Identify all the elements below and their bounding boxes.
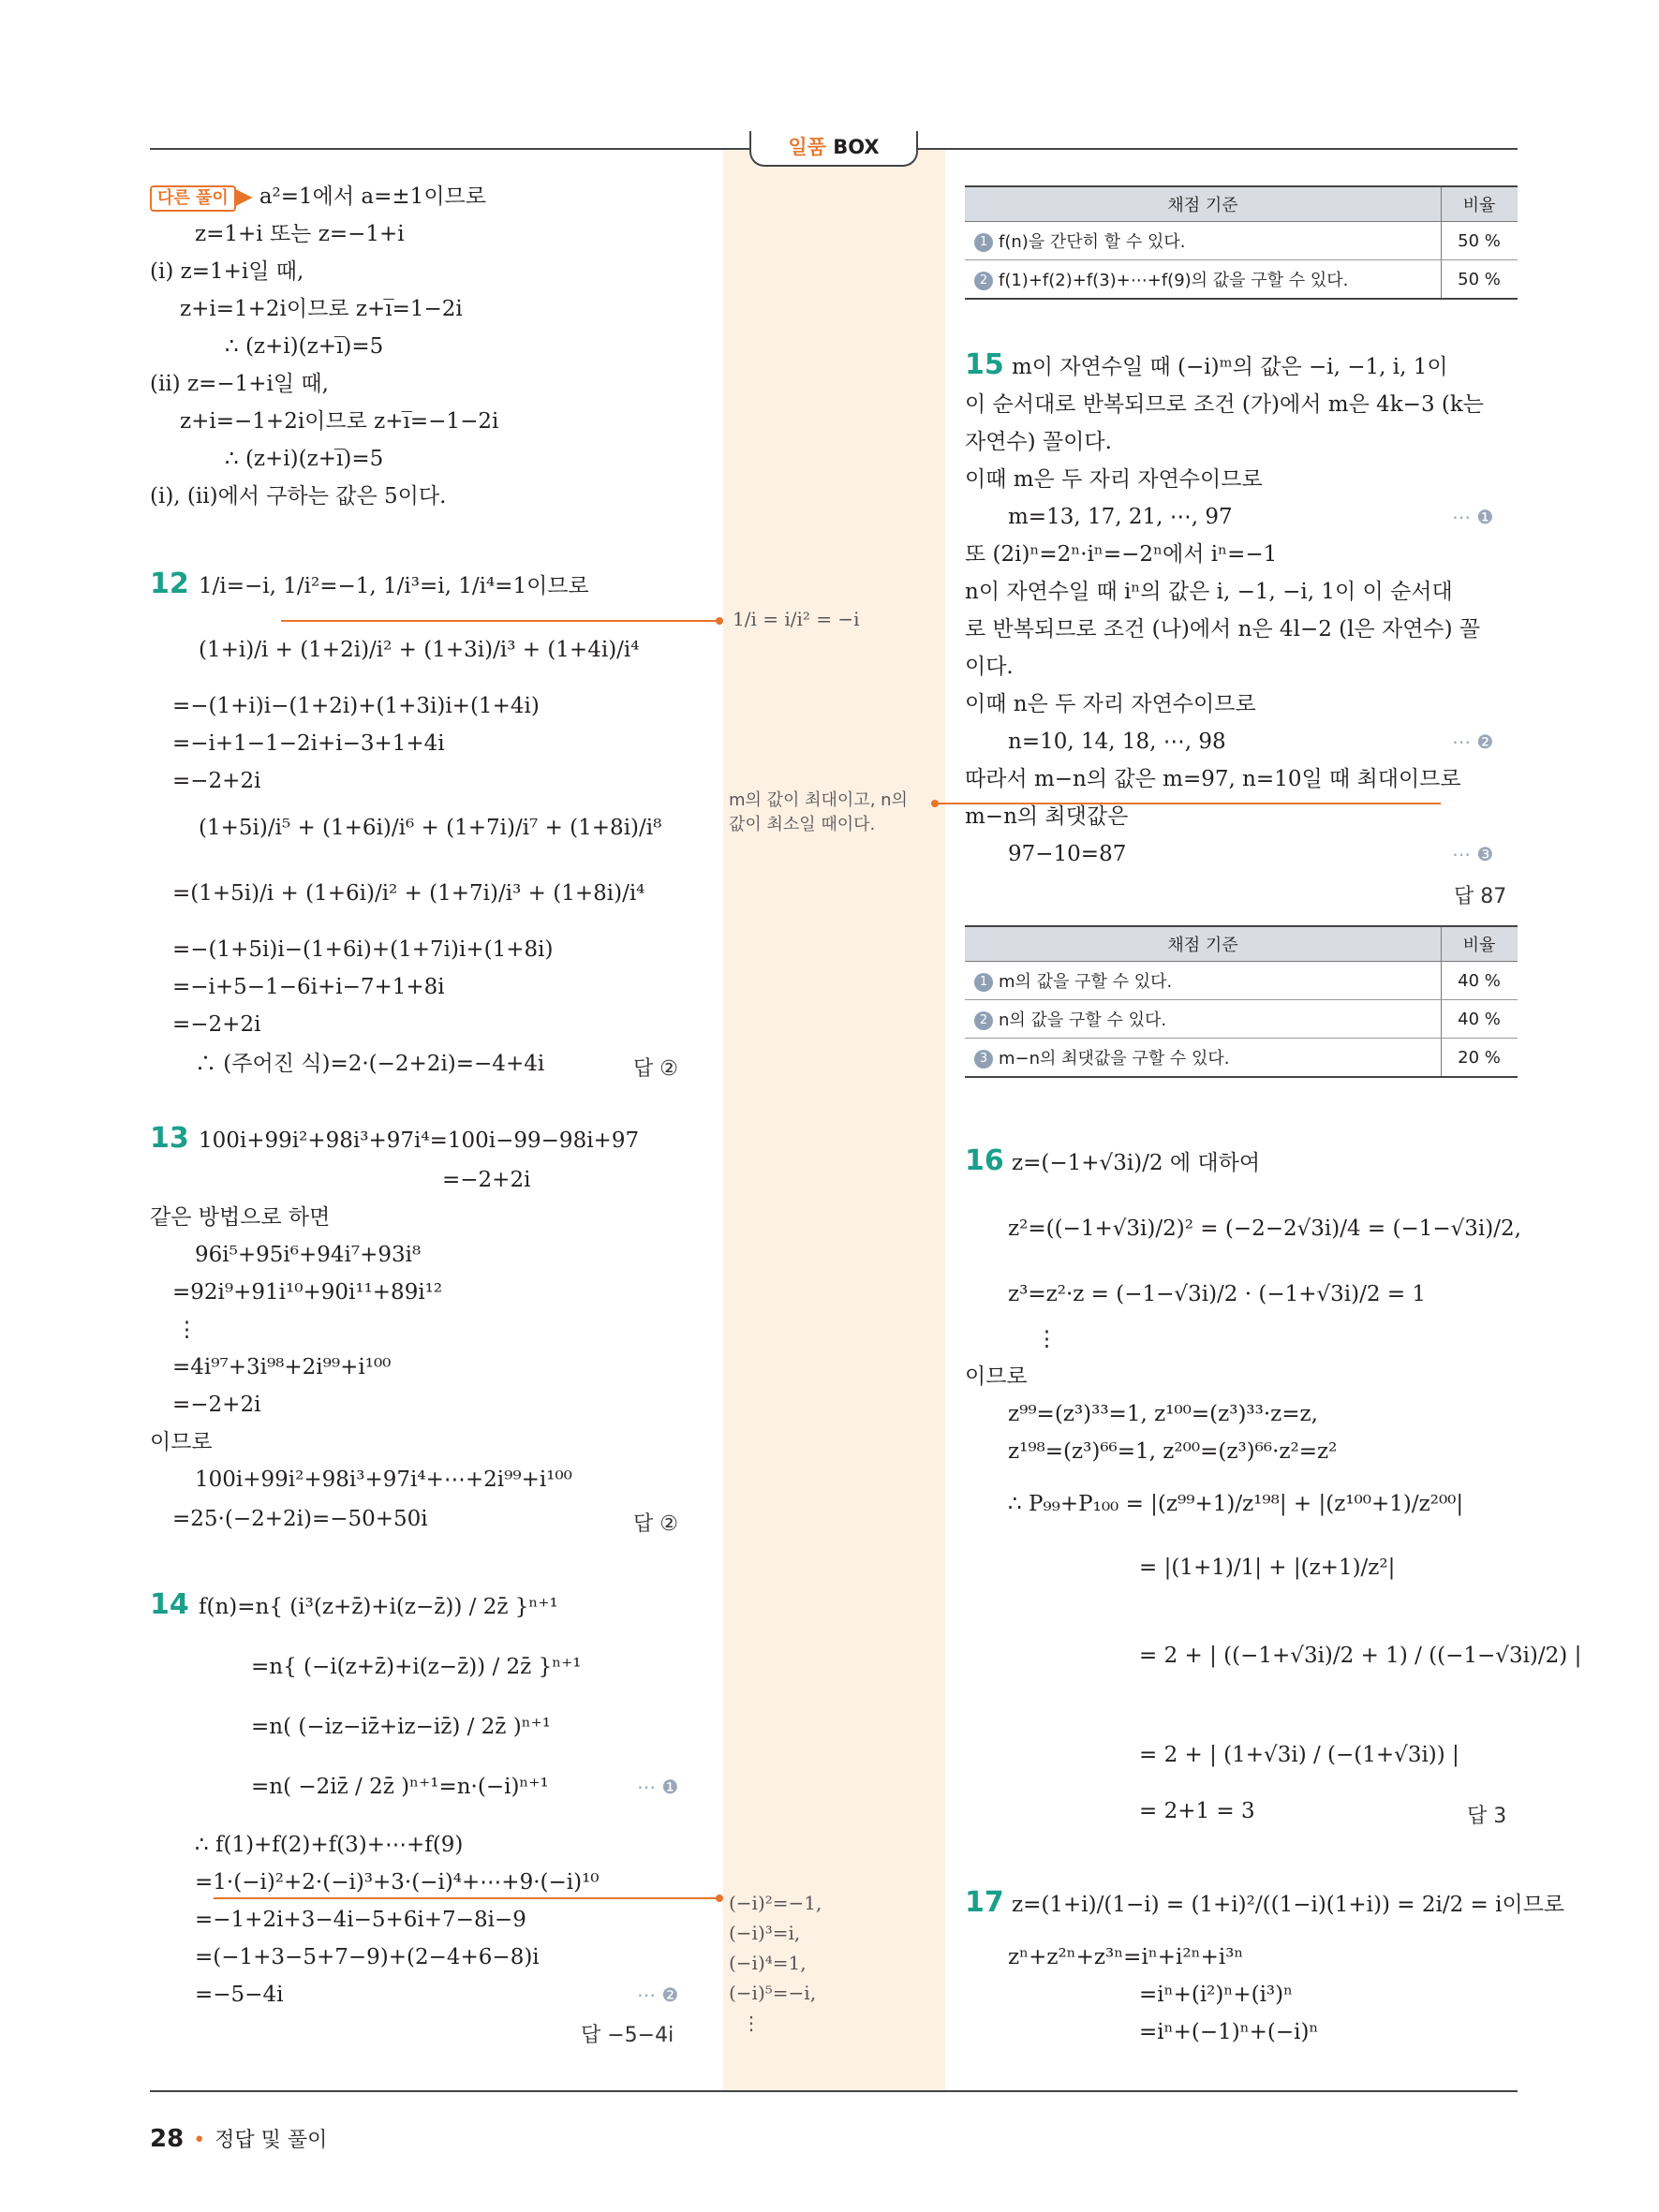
solution-line: m−n의 최댓값은 [965,804,1129,829]
grading-table-15: 채점 기준 비율 1 m의 값을 구할 수 있다. 40 % 2 n의 값을 구할 수 있다. 40 % 3 m−n의 최댓값을 구할 수 있다. 20 % [965,925,1518,1078]
page-number: 28 [150,2125,185,2153]
footer-rule [150,2090,1518,2092]
solution-line: 100i+99i²+98i³+97i⁴=100i−99−98i+97 [199,1128,640,1153]
solution-line: = 2 + | (1+√3i) / (−(1+√3i)) | [1139,1743,1459,1767]
solution-line: =−2+2i [442,1168,531,1192]
solution-line: 96i⁵+95i⁶+94i⁷+93i⁸ [195,1243,422,1267]
solution-line: =4i⁹⁷+3i⁹⁸+2i⁹⁹+i¹⁰⁰ [172,1355,392,1379]
solution-line: 로 반복되므로 조건 (나)에서 n은 4l−2 (l은 자연수) 꼴 [965,617,1481,641]
solution-line: zⁿ+z²ⁿ+z³ⁿ=iⁿ+i²ⁿ+i³ⁿ [1008,1945,1244,1969]
solution-line: =25·(−2+2i)=−50+50i [172,1507,428,1531]
solution-line: =(−1+3−5+7−9)+(2−4+6−8)i [195,1945,540,1969]
step-marker-3: ⋯ ❸ [1452,843,1494,865]
problem-number-17: 17 [965,1886,1004,1919]
alt-solution-line: ∴ (z+i)(z+i̅)=5 [225,334,384,359]
alt-solution-line: (ii) z=−1+i일 때, [150,372,329,396]
solution-line: z=(−1+√3i)/2 에 대하여 [1012,1151,1261,1175]
solution-line: 100i+99i²+98i³+97i⁴+⋯+2i⁹⁹+i¹⁰⁰ [195,1467,572,1492]
alt-solution-line: z+i=−1+2i이므로 z+i̅=−1−2i [180,409,499,434]
step-marker-1: ⋯ ❶ [1452,506,1494,528]
leader-line [281,620,719,622]
footer-section: 정답 및 풀이 [215,2129,328,2152]
solution-line: 97−10=87 [1008,842,1127,866]
solution-line: =−i+1−1−2i+i−3+1+4i [172,731,445,756]
grading-table-14: 채점 기준 비율 1 f(n)을 간단히 할 수 있다. 50 % 2 f(1)+f(2)+f(3)+⋯+f(9)의 값을 구할 수 있다. 50 % [965,185,1518,300]
solution-line: z³=z²·z = (−1−√3i)/2 · (−1+√3i)/2 = 1 [1008,1282,1427,1306]
solution-line: 이 순서대로 반복되므로 조건 (가)에서 m은 4k−3 (k는 [965,392,1485,417]
solution-line: =−5−4i [195,1983,284,2007]
solution-line: n=10, 14, 18, ⋯, 98 [1008,730,1226,754]
solution-line: 이므로 [965,1364,1028,1389]
answer-16: 답 3 [1467,1805,1507,1828]
solution-line: = 2 + | ((−1+√3i)/2 + 1) / ((−1−√3i)/2) | [1139,1644,1582,1668]
solution-line: =(1+5i)/i + (1+6i)/i² + (1+7i)/i³ + (1+8i)/i⁴ [172,881,645,906]
solution-line: 이므로 [150,1430,213,1454]
solution-line: =n( (−iz−iz̄+iz−iz̄) / 2z̄ )ⁿ⁺¹ [251,1715,552,1739]
leader-dot [716,1895,723,1902]
step-marker-2: ⋯ ❷ [1452,730,1494,753]
solution-line: (1+i)/i + (1+2i)/i² + (1+3i)/i³ + (1+4i)/i⁴ [199,638,640,662]
answer-12: 답 ② [633,1057,678,1081]
table-row: 1 f(n)을 간단히 할 수 있다. 50 % [965,222,1518,260]
alt-solution-line: (i) z=1+i일 때, [150,259,304,284]
solution-line: =1·(−i)²+2·(−i)³+3·(−i)⁴+⋯+9·(−i)¹⁰ [195,1870,600,1895]
problem-number-14: 14 [150,1588,189,1621]
answer-15: 답 87 [1454,885,1507,908]
solution-line: 1/i=−i, 1/i²=−1, 1/i³=i, 1/i⁴=1이므로 [199,574,589,598]
table-row: 2 f(1)+f(2)+f(3)+⋯+f(9)의 값을 구할 수 있다. 50 % [965,260,1518,300]
solution-line: =−(1+i)i−(1+2i)+(1+3i)i+(1+4i) [172,694,540,718]
solution-line: ∴ f(1)+f(2)+f(3)+⋯+f(9) [195,1833,464,1857]
solution-line: =n( −2iz̄ / 2z̄ )ⁿ⁺¹=n·(−i)ⁿ⁺¹ [251,1775,549,1799]
alt-solution-line: (i), (ii)에서 구하는 값은 5이다. [150,484,447,509]
solution-line: = 2+1 = 3 [1139,1799,1255,1823]
solution-line: =92i⁹+91i¹⁰+90i¹¹+89i¹² [172,1280,443,1305]
side-note-max-min: m의 값이 최대이고, n의 값이 최소일 때이다. [729,790,908,834]
solution-line: =−2+2i [172,769,261,793]
solution-line: z¹⁹⁸=(z³)⁶⁶=1, z²⁰⁰=(z³)⁶⁶·z²=z² [1008,1439,1338,1464]
solution-line: 이다. [965,655,1014,679]
solution-line: =−(1+5i)i−(1+6i)+(1+7i)i+(1+8i) [172,937,554,962]
solution-line: z²=((−1+√3i)/2)² = (−2−2√3i)/4 = (−1−√3i)/2, [1008,1217,1521,1241]
table-row: 3 m−n의 최댓값을 구할 수 있다. 20 % [965,1039,1518,1078]
box-title-tab: 일품 BOX [749,131,918,167]
solution-line: n이 자연수일 때 iⁿ의 값은 i, −1, −i, 1이 이 순서대 [965,580,1453,604]
solution-line: =−2+2i [172,1393,261,1417]
solution-line: m이 자연수일 때 (−i)ᵐ의 값은 −i, −1, i, 1이 [1012,355,1448,379]
alt-solution-tag: 다른 풀이 [150,185,236,212]
problem-number-16: 16 [965,1144,1004,1177]
step-marker-1: ⋯ ❶ [637,1776,679,1798]
solution-line: =−i+5−1−6i+i−7+1+8i [172,975,445,999]
solution-line: ∴ (주어진 식)=2·(−2+2i)=−4+4i [195,1052,545,1076]
solution-line: =iⁿ+(i²)ⁿ+(i³)ⁿ [1139,1983,1294,2007]
solution-line: 이때 m은 두 자리 자연수이므로 [965,467,1263,492]
solution-line: 자연수) 꼴이다. [965,430,1112,454]
solution-line: =n{ (−i(z+z̄)+i(z−z̄)) / 2z̄ }ⁿ⁺¹ [251,1655,582,1679]
alt-solution-line: ∴ (z+i)(z+i̅)=5 [225,447,384,471]
solution-line: 이때 n은 두 자리 자연수이므로 [965,692,1256,716]
solution-line: ⋮ [176,1318,198,1342]
problem-number-12: 12 [150,568,189,600]
answer-13: 답 ② [633,1512,678,1536]
solution-line: 또 (2i)ⁿ=2ⁿ·iⁿ=−2ⁿ에서 iⁿ=−1 [965,542,1278,567]
problem-number-13: 13 [150,1122,189,1155]
solution-line: =−2+2i [172,1012,261,1037]
leader-line [214,1897,719,1899]
solution-line: z⁹⁹=(z³)³³=1, z¹⁰⁰=(z³)³³·z=z, [1008,1402,1318,1426]
leader-dot [716,617,723,625]
side-note-reciprocal: 1/i = i/i² = −i [733,608,860,630]
solution-line: ⋮ [1036,1327,1058,1351]
solution-line: 같은 방법으로 하면 [150,1205,331,1230]
solution-line: =−1+2i+3−4i−5+6i+7−8i−9 [195,1908,526,1932]
solution-line: z=(1+i)/(1−i) = (1+i)²/((1−i)(1+i)) = 2i/2 = i이므로 [1012,1893,1565,1917]
table-row: 2 n의 값을 구할 수 있다. 40 % [965,1000,1518,1039]
solution-line: m=13, 17, 21, ⋯, 97 [1008,505,1233,529]
solution-line: = |(1+1)/1| + |(z+1)/z²| [1139,1556,1396,1580]
alt-solution-line: z+i=1+2i이므로 z+i̅=1−2i [180,297,463,321]
footer: 28 • 정답 및 풀이 [150,2125,328,2153]
table-row: 1 m의 값을 구할 수 있다. 40 % [965,962,1518,1000]
solution-line: 따라서 m−n의 값은 m=97, n=10일 때 최대이므로 [965,767,1461,791]
alt-solution-line: z=1+i 또는 z=−1+i [195,222,405,246]
step-marker-2: ⋯ ❷ [637,1983,679,2006]
problem-number-15: 15 [965,348,1004,381]
side-note-powers: (−i)²=−1, (−i)³=i, (−i)⁴=1, (−i)⁵=−i, ⋮ [729,1892,822,2034]
alt-solution-line: 다른 풀이 ▶ a²=1에서 a=±1이므로 [150,184,486,212]
solution-line: (1+5i)/i⁵ + (1+6i)/i⁶ + (1+7i)/i⁷ + (1+8i)/i⁸ [199,816,662,840]
answer-14: 답 −5−4i [581,2024,674,2047]
solution-line: f(n)=n{ (i³(z+z̄)+i(z−z̄)) / 2z̄ }ⁿ⁺¹ [199,1595,558,1619]
solution-line: =iⁿ+(−1)ⁿ+(−i)ⁿ [1139,2020,1319,2044]
solution-line: ∴ P₉₉+P₁₀₀ = |(z⁹⁹+1)/z¹⁹⁸| + |(z¹⁰⁰+1)/z²⁰⁰| [1008,1492,1464,1516]
mid-column-background [723,148,945,2091]
